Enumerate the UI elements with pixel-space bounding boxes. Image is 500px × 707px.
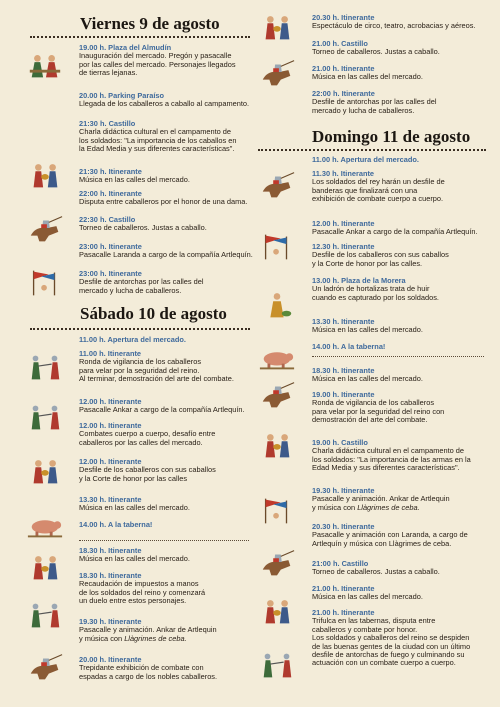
sunday-event [312,243,449,268]
friday-event [79,44,236,78]
event-description: Desfile de antorchas por las calles del mercado y lucha de caballeros. [79,277,204,295]
musicians-illustration [26,456,64,486]
event-time-place: 12.00 h. Itinerante [79,421,142,430]
event-description: Charla didáctica cultural en el campamento de los soldados: "La importancia de los caballos en la Edad Media y sus diferentes características". [79,127,237,154]
banner-illustration [258,232,296,262]
sunday-event [312,318,423,335]
musicians-illustration [26,160,64,190]
event-time-place: 19.00 h. Castillo [312,438,368,447]
event-time-place: 18.30 h. Itinerante [79,546,142,555]
pig-illustration [26,510,64,540]
event-time-place: 11.00 h. Apertura del mercado. [312,155,419,164]
duel-illustration [26,600,64,630]
knight-illustration [26,652,64,682]
friday-event [312,14,476,31]
event-description: Pasacalle Ankar a cargo de la compañía Artlequín. [79,405,245,415]
sunday-event [312,487,450,512]
event-description: Combates cuerpo a cuerpo, desafío entre caballeros por las calles del mercado. [79,429,216,447]
event-time-place: 20.30 h. Itinerante [312,13,375,22]
duel-illustration [26,402,64,432]
knight-illustration [258,170,296,200]
saturday-event [79,336,186,344]
event-time-place: 23:00 h. Itinerante [79,242,142,251]
knight-illustration [26,214,64,244]
event-description: Llegada de los caballeros a caballo al campamento. [79,99,250,109]
sunday-event [312,609,470,668]
friday-title: Viernes 9 de agosto [80,14,220,33]
event-description: Torneo de caballeros. Justas a caballo. [312,567,440,577]
sunday-event [312,277,439,302]
friday-event [79,92,249,109]
duel-illustration [258,650,296,680]
event-time-place: 14.00 h. A la taberna! [312,342,386,351]
event-time-place: 21.00 h. Itinerante [312,608,375,617]
event-time-place: 18.30 h. Itinerante [79,571,142,580]
saturday-event [79,521,152,529]
event-time-place: 21.00 h. Itinerante [312,64,375,73]
saturday-event [79,496,190,513]
event-time-place: 20.00 h. Itinerante [79,655,142,664]
event-description: Trepidante exhibición de combate con espadas a cargo de los nobles caballeros. [79,663,218,681]
friday-event [79,168,190,185]
event-time-place: 19.30 h. Itinerante [312,486,375,495]
saturday-event [79,350,234,384]
event-time-place: 18.30 h. Itinerante [312,366,375,375]
pig-illustration [258,342,296,372]
event-time-place: 22:00 h. Itinerante [79,189,142,198]
saturday-event [79,458,216,483]
friday-event [312,40,440,57]
event-description: Música en las calles del mercado. [79,554,190,564]
event-description: Pasacalle Ankar a cargo de la compañía Artlequín. [312,227,478,237]
saturday-title: Sábado 10 de agosto [80,304,227,323]
saturday-event [79,618,217,643]
event-time-place: 20.30 h. Itinerante [312,522,375,531]
event-time-place: 12.00 h. Itinerante [312,219,375,228]
knight-illustration [258,380,296,410]
event-time-place: 14.00 h. A la taberna! [79,520,153,529]
event-time-place: 19.00 h. Itinerante [312,390,375,399]
event-description: Pasacalle y animación con Laranda, a cargo de Artlequín y música con Llàgrimes de ceba. [312,530,468,548]
musicians-illustration [258,596,296,626]
break-divider [79,540,249,541]
event-description: Torneo de caballeros. Justas a caballo. [312,47,440,57]
event-description: Recaudación de impuestos a manos de los soldados del reino y comenzará un duelo entre estos personajes. [79,579,206,606]
sunday-event [312,391,444,425]
event-description: Torneo de caballeros. Justas a caballo. [79,223,207,233]
knight-illustration [258,548,296,578]
sunday-event [312,156,419,164]
friday-event [79,270,203,295]
banner-illustration [26,268,64,298]
event-time-place: 11.00 h. Itinerante [79,349,142,358]
sunday-event [312,367,423,384]
event-time-place: 13.30 h. Itinerante [79,495,142,504]
sunday-event [312,220,478,237]
thief-illustration [258,290,296,320]
event-time-place: 21:30 h. Castillo [79,119,136,128]
event-description: Un ladrón de hortalizas trata de huir cuando es capturado por los soldados. [312,284,439,302]
musicians-illustration [258,12,296,42]
event-time-place: 12.00 h. Itinerante [79,457,142,466]
event-description: Música en las calles del mercado. [79,175,190,185]
sunday-event [312,523,468,548]
event-description: Pasacalle y animación. Ankar de Artlequin y música con Llàgrimes de ceba. [79,625,217,643]
event-description: Desfile de antorchas por las calles del mercado y lucha de caballeros. [312,97,437,115]
friday-event [79,216,207,233]
event-description: Pasacalle y animación. Ankar de Artlequin y música con Llàgrimes de ceba. [312,494,450,512]
event-time-place: 19.00 h. Plaza del Almudín [79,43,172,52]
break-divider [312,356,484,357]
event-time-place: 21.00 h. Castillo [312,39,368,48]
event-time-place: 13.30 h. Itinerante [312,317,375,326]
event-description: Desfile de los caballeros con sus caballos y la Corte de honor por las calles. [312,250,449,268]
section-divider [30,36,250,38]
friday-event [312,90,436,115]
event-time-place: 22:30 h. Castillo [79,215,136,224]
event-time-place: 12.00 h. Itinerante [79,397,142,406]
event-time-place: 21:30 h. Itinerante [79,167,142,176]
event-time-place: 11.30 h. Itinerante [312,169,375,178]
musicians-illustration [258,430,296,460]
event-description: Música en las calles del mercado. [312,72,423,82]
event-description: Música en las calles del mercado. [312,374,423,384]
event-description: Desfile de los caballeros con sus caballos y la Corte de honor por las calles [79,465,216,483]
event-description: Música en las calles del mercado. [312,592,423,602]
event-description: Ronda de vigilancia de los caballeros para velar por la seguridad del reino. Al terminar, demostración del arte del combate. [79,357,234,384]
knight-illustration [258,58,296,88]
event-time-place: 11.00 h. Apertura del mercado. [79,335,186,344]
event-description: Pasacalle Laranda a cargo de la compañía Artlequín. [79,250,253,260]
event-time-place: 22:00 h. Itinerante [312,89,375,98]
event-time-place: 23:00 h. Itinerante [79,269,142,278]
section-divider [30,328,250,330]
sunday-event [312,343,385,351]
saturday-event [79,422,215,447]
event-description: Ronda de vigilancia de los caballeros para velar por la seguridad del reino con demostración del arte del combate. [312,398,445,425]
banner-illustration [258,496,296,526]
friday-event [79,120,237,154]
sunday-event [312,439,471,473]
saturday-event [79,572,205,606]
event-time-place: 12.30 h. Itinerante [312,242,375,251]
sunday-event [312,585,423,602]
saturday-event [79,547,190,564]
event-description: Disputa entre caballeros por el honor de una dama. [79,197,248,207]
event-description: Inauguración del mercado. Pregón y pasacalle por las calles del mercado. Personajes llegados de tierras lejanas. [79,51,236,78]
event-description: Música en las calles del mercado. [79,503,190,513]
friday-event [79,243,253,260]
saturday-event [79,398,245,415]
event-time-place: 13.00 h. Plaza de la Morera [312,276,406,285]
event-description: Los soldados del rey harán un desfile de banderas que finalizará con una exhibición de combate cuerpo a cuerpo. [312,177,445,204]
event-time-place: 21:00 h. Castillo [312,559,369,568]
duel-illustration [26,352,64,382]
friday-event [312,65,423,82]
event-time-place: 19.30 h. Itinerante [79,617,142,626]
musicians-illustration [26,552,64,582]
sunday-event [312,170,445,204]
friday-event [79,190,247,207]
merchants-illustration [26,50,64,80]
event-description: Espectáculo de circo, teatro, acrobacias y aéreos. [312,21,476,31]
event-description: Trifulca en las tabernas, disputa entre caballeros y combate por honor. Los soldados y caballeros del reino se despiden de las buenas gentes de la ciudad con un último desfile de antorchas de fuego y culminando su actuación con un combate cuerpo a cuerpo. [312,616,471,668]
sunday-event [312,560,440,577]
event-time-place: 20.00 h. Parking Paraíso [79,91,165,100]
sunday-title: Domingo 11 de agosto [312,127,471,146]
event-description: Charla didáctica cultural en el campamento de los soldados: "La importancia de las armas en la Edad Media y sus diferentes características". [312,446,471,473]
section-divider [258,149,486,151]
event-description: Música en las calles del mercado. [312,325,423,335]
saturday-event [79,656,217,681]
event-time-place: 21.00 h. Itinerante [312,584,375,593]
